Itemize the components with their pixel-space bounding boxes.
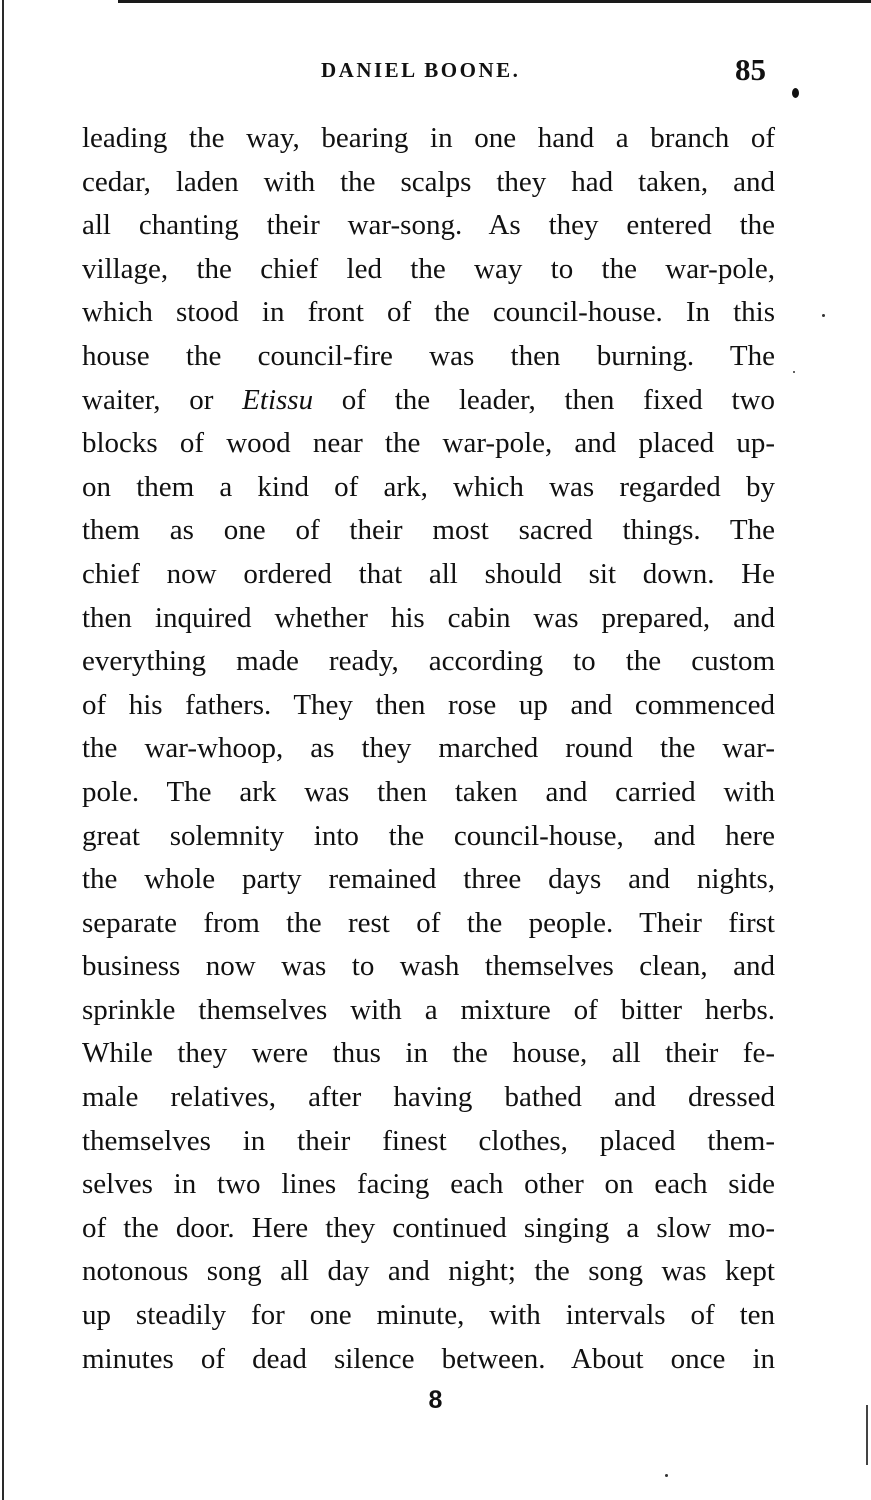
signature-mark: 8 [428, 1386, 443, 1414]
text-line: village, the chief led the way to the war-pole, [82, 252, 775, 285]
text-line: everything made ready, according to the custom [82, 645, 775, 678]
text-line: pole. The ark was then taken and carried with [82, 775, 775, 808]
text-line: on them a kind of ark, which was regarded by [82, 470, 775, 503]
text-line: sprinkle themselves with a mixture of bitter herbs. [82, 993, 775, 1026]
text-line: male relatives, after having bathed and dressed [82, 1081, 775, 1114]
text-line: notonous song all day and night; the song was kept [82, 1255, 775, 1288]
text-line: house the council-fire was then burning. The [82, 339, 775, 372]
text-line: of his fathers. They then rose up and commenced [82, 688, 775, 721]
text-line: which stood in front of the council-house. In this [82, 296, 775, 329]
running-head [0, 52, 871, 96]
line-end: of the leader, then fixed two [313, 383, 775, 416]
text-line: leading the way, bearing in one hand a branch of [82, 122, 775, 154]
text-line: the whole party remained three days and nights, [82, 863, 775, 896]
running-head-title: DANIEL BOONE. [321, 58, 521, 82]
text-line: separate from the rest of the people. Their first [82, 906, 775, 939]
top-rule [118, 0, 871, 3]
text-line: blocks of wood near the war-pole, and placed up- [82, 427, 775, 460]
text-line: great solemnity into the council-house, and here [82, 819, 775, 852]
text-line: then inquired whether his cabin was prepared, and [82, 601, 775, 634]
text-line: themselves in their finest clothes, placed them- [82, 1124, 775, 1157]
text-line: business now was to wash themselves clean, and [82, 950, 775, 983]
text-line: cedar, laden with the scalps they had taken, and [82, 165, 775, 198]
left-page-edge [2, 0, 4, 1500]
body-text [82, 117, 775, 1381]
text-line: selves in two lines facing each other on each side [82, 1168, 775, 1201]
text-line: them as one of their most sacred things. The [82, 514, 775, 547]
text-line: up steadily for one minute, with intervals of ten [82, 1299, 775, 1332]
text-line: all chanting their war-song. As they entered the [82, 209, 775, 242]
ink-speck [822, 314, 825, 317]
text-line-italic [82, 379, 775, 423]
text-line: the war-whoop, as they marched round the war- [82, 732, 775, 765]
page-number: 85 [735, 52, 766, 87]
ink-speck [793, 371, 795, 373]
text-line: chief now ordered that all should sit down. He [82, 557, 775, 590]
text-line: minutes of dead silence between. About once in [82, 1342, 775, 1375]
ink-speck [665, 1474, 668, 1477]
text-line: While they were thus in the house, all their fe- [82, 1037, 775, 1070]
line-start: waiter, or [82, 383, 243, 416]
ink-dot [792, 88, 799, 98]
italic-word: Etissu [242, 383, 314, 416]
text-line: of the door. Here they continued singing a slow mo- [82, 1211, 775, 1244]
